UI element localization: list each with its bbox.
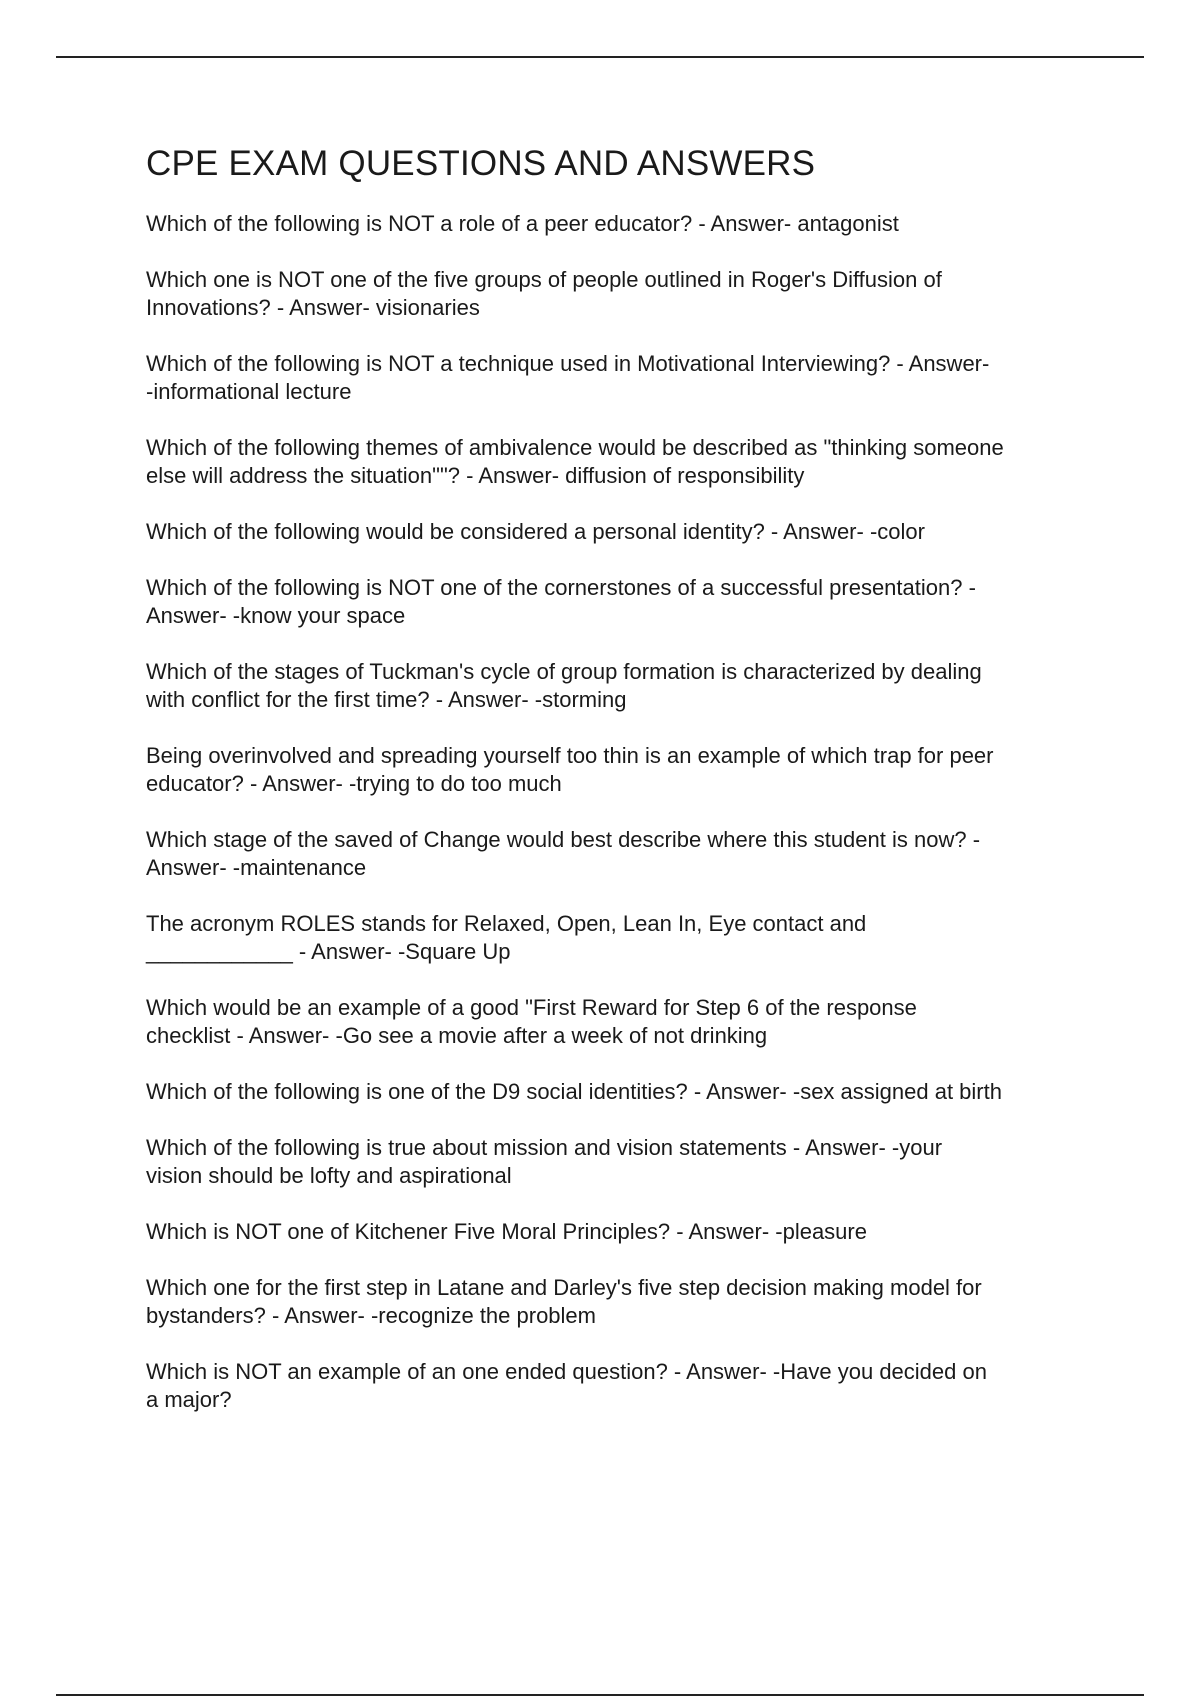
qa-item: Which of the following would be considered a personal identity? - Answer- -color bbox=[146, 519, 925, 544]
qa-item: Which of the following is NOT one of the cornerstones of a successful presentation? - Answer- -know your space bbox=[146, 575, 976, 628]
qa-list bbox=[146, 210, 1096, 1414]
qa-item: Which one for the first step in Latane and Darley's five step decision making model for bystanders? - Answer- -recognize the problem bbox=[146, 1275, 982, 1328]
qa-item: Which of the stages of Tuckman's cycle of group formation is characterized by dealing with conflict for the first time? - Answer- -storming bbox=[146, 659, 982, 712]
qa-item: The acronym ROLES stands for Relaxed, Open, Lean In, Eye contact and ____________ - Answer- -Square Up bbox=[146, 911, 867, 964]
qa-item: Being overinvolved and spreading yourself too thin is an example of which trap for peer educator? - Answer- -trying to do too much bbox=[146, 743, 994, 796]
qa-item: Which of the following is NOT a technique used in Motivational Interviewing? - Answer- -informational lecture bbox=[146, 351, 990, 404]
qa-item: Which one is NOT one of the five groups of people outlined in Roger's Diffusion of Innovations? - Answer- visionaries bbox=[146, 267, 942, 320]
document-body bbox=[146, 140, 1096, 1442]
qa-item: Which stage of the saved of Change would best describe where this student is now? - Answer- -maintenance bbox=[146, 827, 981, 880]
qa-item: Which is NOT one of Kitchener Five Moral Principles? - Answer- -pleasure bbox=[146, 1219, 867, 1244]
qa-item: Which of the following themes of ambivalence would be described as "thinking someone else will address the situation""? - Answer- diffusion of responsibility bbox=[146, 435, 1004, 488]
qa-item: Which of the following is true about mission and vision statements - Answer- -your vision should be lofty and aspirational bbox=[146, 1135, 943, 1188]
top-rule bbox=[56, 56, 1144, 58]
qa-item: Which would be an example of a good "First Reward for Step 6 of the response checklist - Answer- -Go see a movie after a week of not drinking bbox=[146, 995, 917, 1048]
bottom-rule bbox=[56, 1694, 1144, 1696]
qa-item: Which is NOT an example of an one ended question? - Answer- -Have you decided on a major? bbox=[146, 1359, 987, 1412]
qa-item: Which of the following is one of the D9 social identities? - Answer- -sex assigned at birth bbox=[146, 1079, 1002, 1104]
page-title: CPE EXAM QUESTIONS AND ANSWERS bbox=[146, 144, 816, 183]
qa-item: Which of the following is NOT a role of a peer educator? - Answer- antagonist bbox=[146, 211, 899, 236]
